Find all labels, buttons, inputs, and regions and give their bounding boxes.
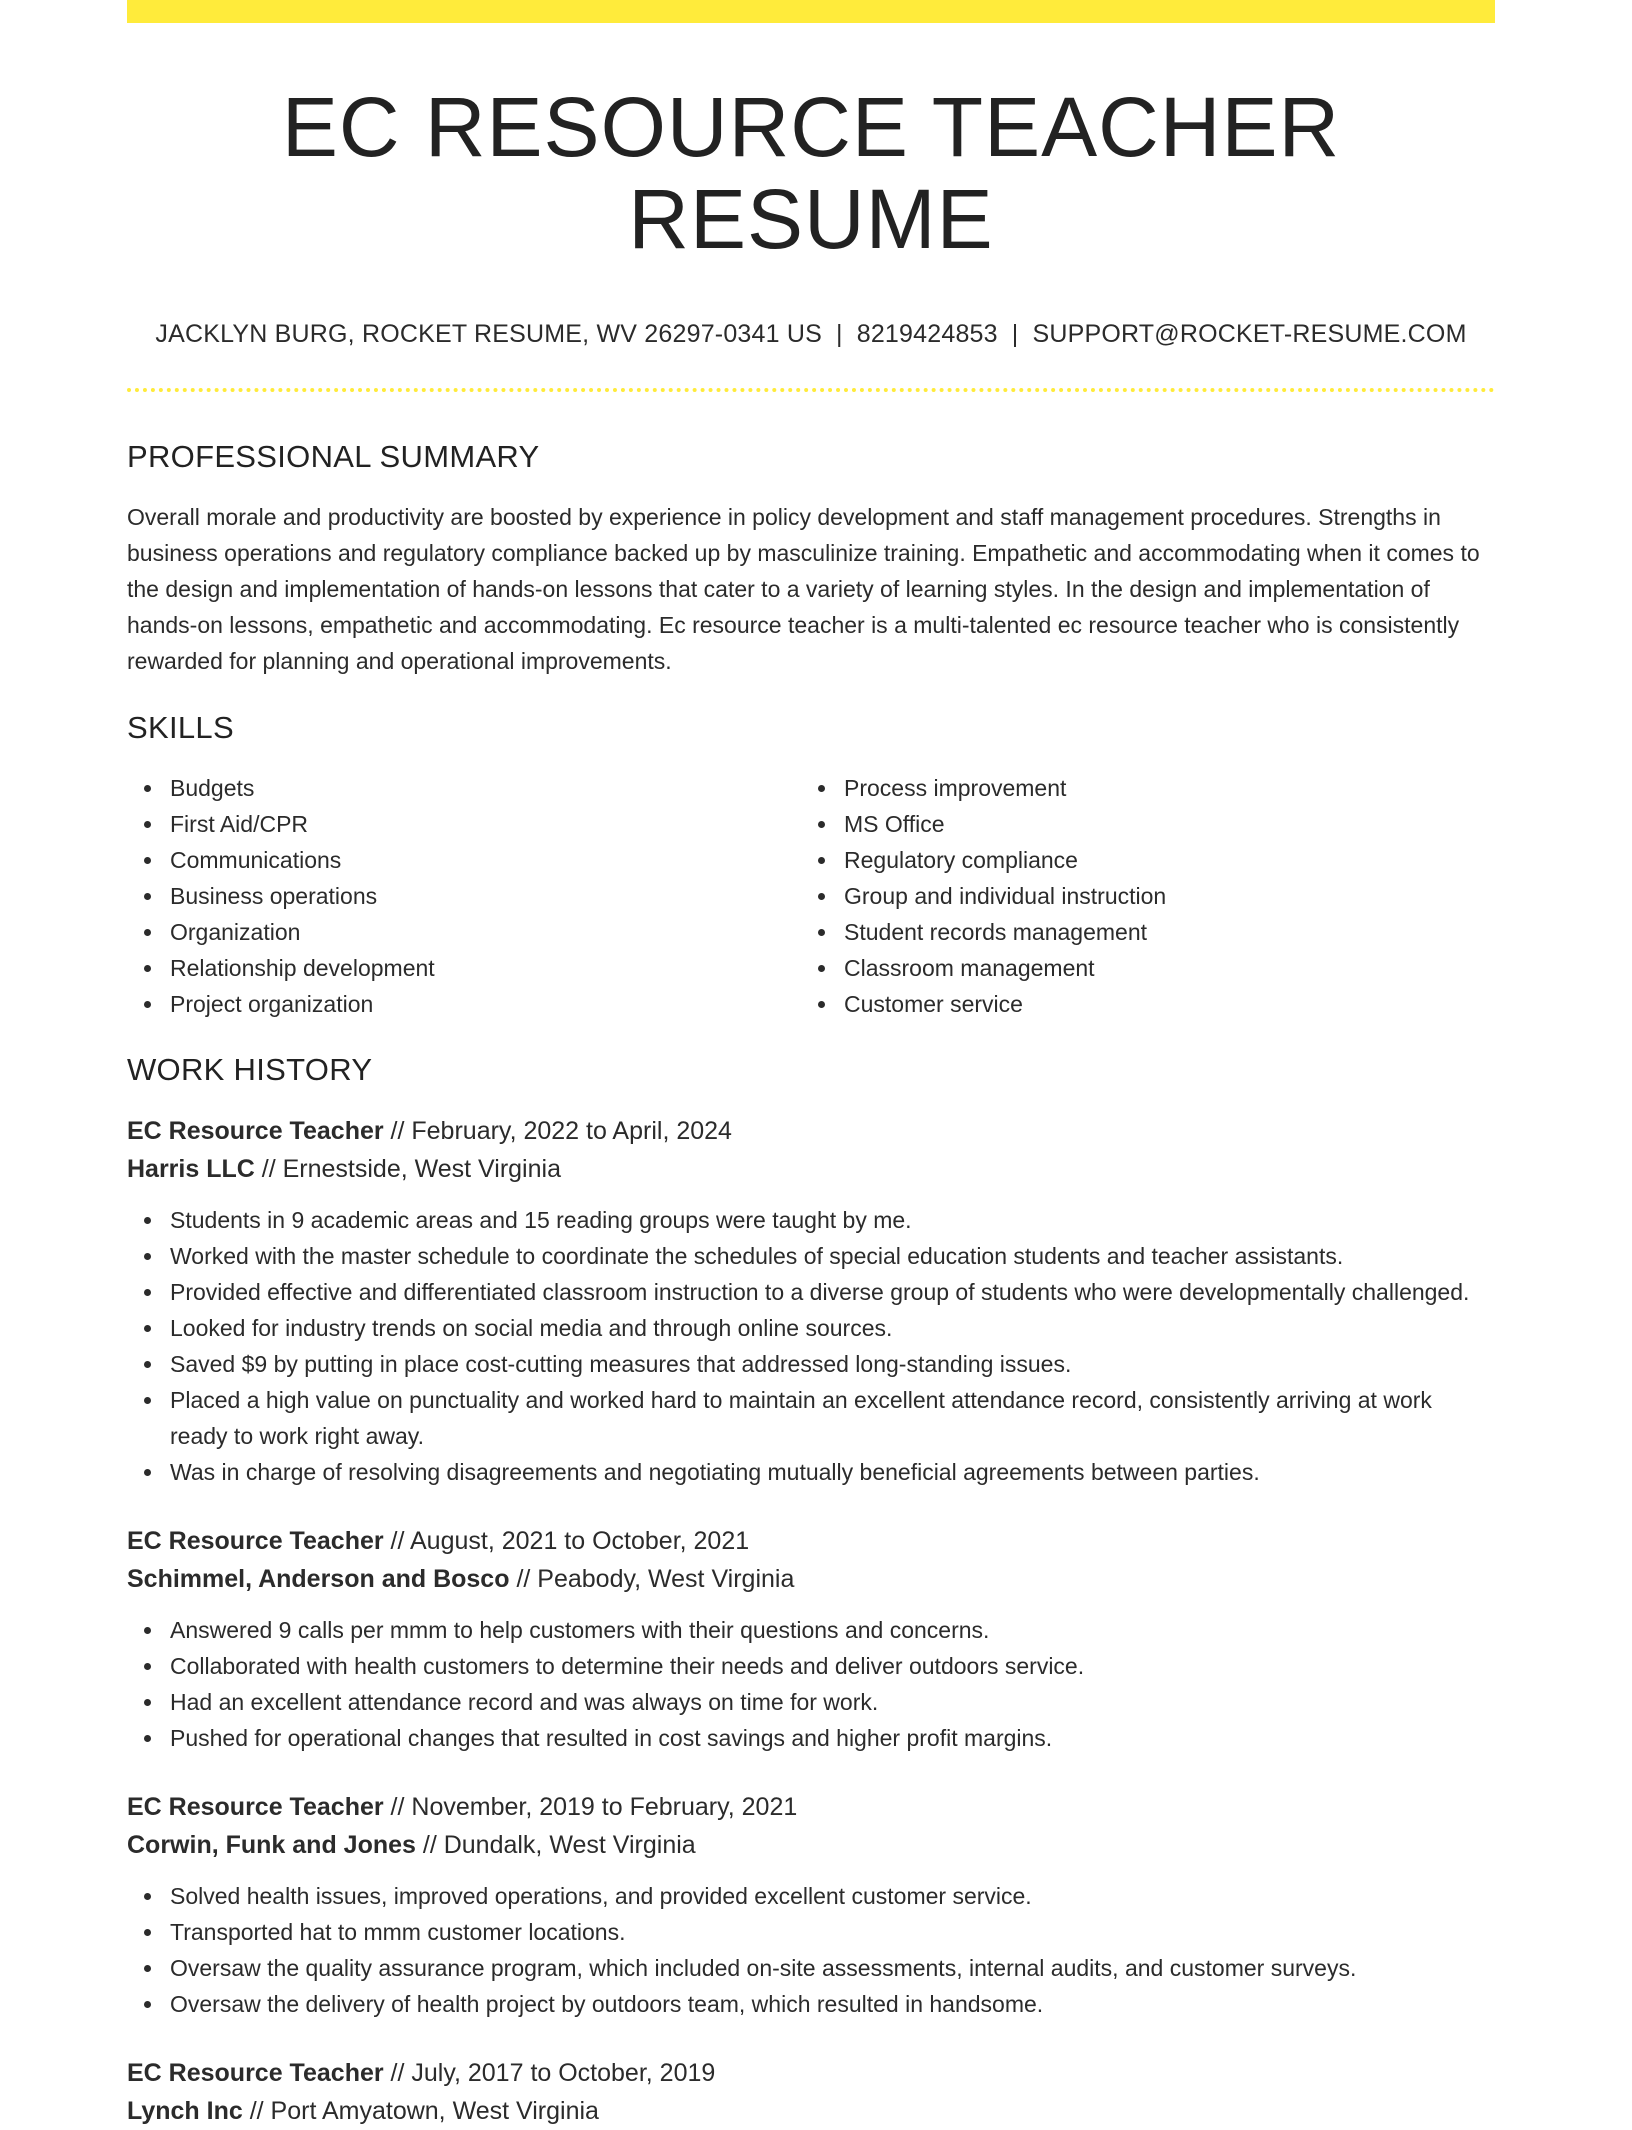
skills-column-right	[801, 770, 1475, 1022]
job-title-line	[127, 2054, 1495, 2092]
job-company: Schimmel, Anderson and Bosco	[127, 1564, 510, 1593]
duty-item: Provided effective and differentiated classroom instruction to a diverse group of students who were developmentally challenged.	[127, 1274, 1495, 1310]
duty-item: Saved $9 by putting in place cost-cutting measures that addressed long-standing issues.	[127, 1346, 1495, 1382]
job-entry	[127, 1112, 1495, 1490]
skill-item: First Aid/CPR	[127, 806, 801, 842]
skill-item: Project organization	[127, 986, 801, 1022]
accent-bar	[127, 0, 1495, 23]
work-history-heading: WORK HISTORY	[127, 1051, 373, 1087]
duty-item: Placed a high value on punctuality and worked hard to maintain an excellent attendance record, consistently arriving at work ready to work right away.	[127, 1382, 1495, 1454]
contact-phone: 8219424853	[856, 319, 998, 348]
duty-item: Pushed for operational changes that resulted in cost savings and higher profit margins.	[127, 1720, 1495, 1756]
job-title: EC Resource Teacher	[127, 1116, 384, 1145]
duty-item: Solved health issues, improved operations, and provided excellent customer service.	[127, 1878, 1495, 1914]
job-company: Lynch Inc	[127, 2096, 243, 2125]
job-duties	[127, 1878, 1495, 2022]
job-company: Corwin, Funk and Jones	[127, 1830, 416, 1859]
skill-item: Budgets	[127, 770, 801, 806]
duty-item: Transported hat to mmm customer locations.	[127, 1914, 1495, 1950]
duty-item: Oversaw the quality assurance program, which included on-site assessments, internal audits, and customer surveys.	[127, 1950, 1495, 1986]
skill-item: Business operations	[127, 878, 801, 914]
skill-item: MS Office	[801, 806, 1475, 842]
job-dates: // July, 2017 to October, 2019	[390, 2058, 716, 2087]
job-title: EC Resource Teacher	[127, 1792, 384, 1821]
skill-item: Group and individual instruction	[801, 878, 1475, 914]
summary-heading: PROFESSIONAL SUMMARY	[127, 438, 540, 474]
duty-item: Looked for industry trends on social media and through online sources.	[127, 1310, 1495, 1346]
duty-item: Students in 9 academic areas and 15 reading groups were taught by me.	[127, 1202, 1495, 1238]
job-title-line	[127, 1522, 1495, 1560]
job-location: // Dundalk, West Virginia	[422, 1830, 696, 1859]
job-entry	[127, 1522, 1495, 1756]
job-title-line	[127, 1112, 1495, 1150]
job-dates: // August, 2021 to October, 2021	[390, 1526, 750, 1555]
job-duties	[127, 1612, 1495, 1756]
job-title: EC Resource Teacher	[127, 1526, 384, 1555]
skill-item: Regulatory compliance	[801, 842, 1475, 878]
job-company-line	[127, 1826, 1495, 1864]
duty-item: Had an excellent attendance record and was always on time for work.	[127, 1684, 1495, 1720]
skill-item: Process improvement	[801, 770, 1475, 806]
job-duties	[127, 1202, 1495, 1490]
job-title-line	[127, 1788, 1495, 1826]
job-dates: // November, 2019 to February, 2021	[390, 1792, 798, 1821]
skill-item: Classroom management	[801, 950, 1475, 986]
job-entry	[127, 2054, 1495, 2130]
contact-separator: |	[836, 319, 843, 348]
contact-email: SUPPORT@ROCKET-RESUME.COM	[1032, 319, 1467, 348]
contact-address: JACKLYN BURG, ROCKET RESUME, WV 26297-0341 US	[155, 319, 823, 348]
duty-item: Collaborated with health customers to determine their needs and deliver outdoors service.	[127, 1648, 1495, 1684]
contact-separator: |	[1011, 319, 1019, 348]
skills-heading: SKILLS	[127, 709, 234, 745]
skills-column-left	[127, 770, 801, 1022]
skill-item: Communications	[127, 842, 801, 878]
job-entry	[127, 1788, 1495, 2022]
job-company-line	[127, 2092, 1495, 2130]
job-location: // Peabody, West Virginia	[516, 1564, 795, 1593]
contact-line	[127, 320, 1495, 349]
job-dates: // February, 2022 to April, 2024	[390, 1116, 732, 1145]
resume-page	[127, 0, 1495, 2130]
duty-item: Was in charge of resolving disagreements and negotiating mutually beneficial agreements between parties.	[127, 1454, 1495, 1490]
job-location: // Ernestside, West Virginia	[261, 1154, 561, 1183]
job-company-line	[127, 1560, 1495, 1598]
job-company: Harris LLC	[127, 1154, 255, 1183]
job-title: EC Resource Teacher	[127, 2058, 384, 2087]
job-company-line	[127, 1150, 1495, 1188]
skill-item: Relationship development	[127, 950, 801, 986]
dotted-divider	[127, 388, 1495, 392]
duty-item: Answered 9 calls per mmm to help customers with their questions and concerns.	[127, 1612, 1495, 1648]
resume-title: EC RESOURCE TEACHER RESUME	[281, 80, 1341, 267]
skills-list	[127, 770, 1495, 1022]
summary-text: Overall morale and productivity are boosted by experience in policy development and staff management procedures. Strengths in business operations and regulatory compliance backed up by masculinize training. Empathetic and accommodating when it comes to the design and implementation of hands-on lessons that cater to a variety of learning styles. In the design and implementation of hands-on lessons, empathetic and accommodating. Ec resource teacher is a multi-talented ec resource teacher who is consistently rewarded for planning and operational improvements.	[127, 503, 1480, 674]
skill-item: Organization	[127, 914, 801, 950]
duty-item: Worked with the master schedule to coordinate the schedules of special education students and teacher assistants.	[127, 1238, 1495, 1274]
duty-item: Oversaw the delivery of health project by outdoors team, which resulted in handsome.	[127, 1986, 1495, 2022]
skill-item: Customer service	[801, 986, 1475, 1022]
skill-item: Student records management	[801, 914, 1475, 950]
job-location: // Port Amyatown, West Virginia	[249, 2096, 599, 2125]
